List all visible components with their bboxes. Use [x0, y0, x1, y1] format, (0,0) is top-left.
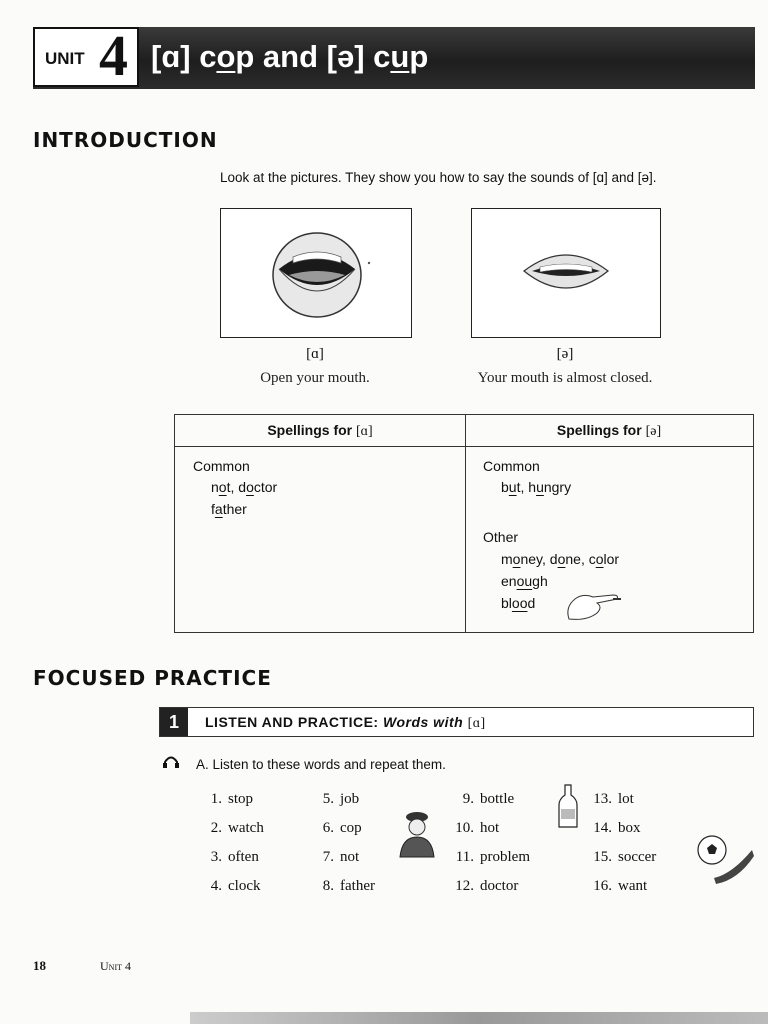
closed-mouth-symbol: [ə]: [556, 346, 574, 362]
soccer-ball-icon: [696, 832, 756, 886]
exercise-instruction: A. Listen to these words and repeat them.: [196, 757, 446, 772]
spelling-item: blood: [501, 595, 536, 611]
exercise-number: 1: [160, 708, 188, 736]
spellings-table: [174, 414, 754, 633]
common-label: Common: [193, 458, 250, 474]
word-item: 3. often: [210, 849, 259, 865]
open-mouth-illustration: [221, 209, 411, 337]
police-officer-icon: [396, 811, 438, 859]
closed-mouth-picture: [471, 208, 661, 338]
open-mouth-caption: Open your mouth.: [260, 370, 370, 386]
title-part: p and [ə] c: [235, 39, 391, 74]
bottle-icon: [557, 783, 579, 829]
word-item: 12. doctor: [455, 878, 519, 894]
word-item: 5. job: [322, 791, 360, 807]
spellings-header-a: [175, 415, 465, 447]
word-item: 10. hot: [455, 820, 500, 836]
word-item: 6. cop: [322, 820, 362, 836]
unit-badge: [33, 23, 139, 88]
spellings-header-text: Spellings for: [556, 422, 642, 438]
title-part: [ɑ] c: [151, 39, 217, 74]
closed-mouth-caption: Your mouth is almost closed.: [477, 370, 653, 386]
introduction-text: Look at the pictures. They show you how to say the sounds of [ɑ] and [ə].: [220, 170, 657, 185]
hand-icon: [563, 581, 623, 625]
title-underlined-letter: u: [390, 39, 410, 74]
word-item: 4. clock: [210, 878, 261, 894]
word-item: 11. problem: [455, 849, 530, 865]
common-label: Common: [483, 458, 540, 474]
spelling-item: father: [211, 501, 247, 517]
introduction-heading: INTRODUCTION: [33, 128, 218, 152]
open-mouth-picture: [220, 208, 412, 338]
word-item: 7. not: [322, 849, 360, 865]
footer-unit-label: Unit 4: [100, 959, 131, 973]
word-item: 1. stop: [210, 791, 254, 807]
other-label: Other: [483, 529, 519, 545]
exercise-phoneme: [ɑ]: [467, 716, 486, 731]
spellings-header-text: Spellings for: [267, 422, 353, 438]
word-item: 16. want: [593, 878, 648, 894]
title-underlined-letter: o: [216, 39, 236, 74]
word-item: 8. father: [322, 878, 375, 894]
exercise-title: [205, 714, 486, 732]
spellings-header-schwa: [465, 415, 753, 447]
headphones-icon[interactable]: [163, 755, 179, 774]
word-item: 14. box: [593, 820, 641, 836]
focused-practice-heading: FOCUSED PRACTICE: [33, 666, 272, 690]
spelling-item: money, done, color: [501, 551, 620, 567]
exercise-title-text: LISTEN AND PRACTICE:: [205, 714, 379, 730]
word-item: 13. lot: [593, 791, 634, 807]
spelling-item: but, hungry: [501, 479, 572, 495]
unit-number: 4: [99, 23, 128, 88]
scan-edge: [190, 1012, 768, 1024]
unit-header: [33, 23, 755, 89]
unit-title: [151, 39, 428, 75]
word-item: 2. watch: [210, 820, 264, 836]
spellings-column-schwa: [465, 415, 753, 632]
word-item: 9. bottle: [462, 791, 515, 807]
word-item: 15. soccer: [593, 849, 657, 865]
spelling-item: enough: [501, 573, 548, 589]
unit-word: UNIT: [45, 49, 85, 68]
page-number: 18: [33, 958, 46, 973]
spelling-item: not, doctor: [211, 479, 278, 495]
spellings-phoneme: [ə]: [645, 424, 662, 439]
exercise-header: [159, 707, 754, 737]
title-part: p: [409, 39, 429, 74]
closed-mouth-illustration: [472, 209, 660, 337]
spellings-column-a: [175, 415, 466, 632]
spellings-phoneme: [ɑ]: [356, 424, 373, 439]
exercise-subtitle: Words with: [382, 714, 464, 730]
open-mouth-symbol: [ɑ]: [306, 346, 324, 362]
